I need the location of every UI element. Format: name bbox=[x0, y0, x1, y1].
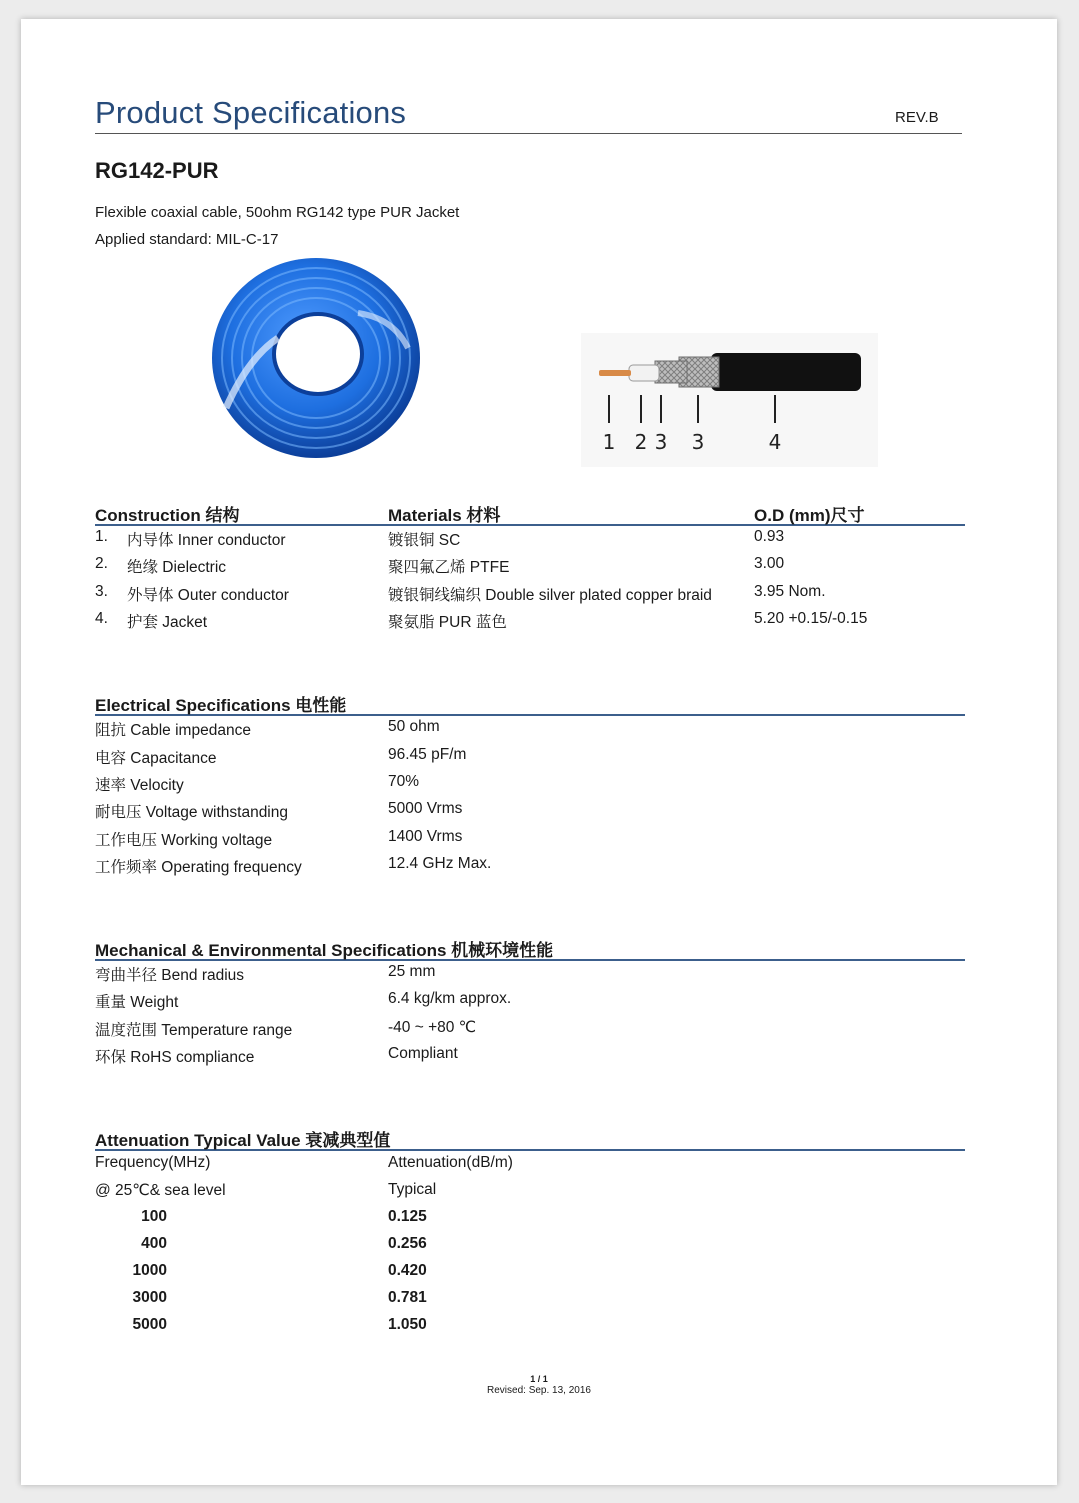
spec-value: -40 ~ +80 ℃ bbox=[388, 1019, 477, 1036]
od-col-header: O.D (mm)尺寸 bbox=[754, 506, 865, 525]
product-model: RG142-PUR bbox=[95, 158, 219, 183]
table-row bbox=[95, 828, 965, 852]
spec-label: 阻抗 Cable impedance bbox=[95, 722, 251, 739]
construction-material: 聚氨脂 PUR 蓝色 bbox=[388, 614, 507, 631]
frequency-value: 1000 bbox=[132, 1262, 167, 1279]
construction-header bbox=[95, 501, 965, 526]
table-row bbox=[95, 1235, 965, 1259]
table-row bbox=[95, 1018, 965, 1042]
frequency-value: 5000 bbox=[132, 1316, 167, 1333]
spec-label: 耐电压 Voltage withstanding bbox=[95, 804, 288, 821]
spec-value: 5000 Vrms bbox=[388, 800, 463, 817]
diagram-label-4: 4 bbox=[768, 430, 782, 454]
cable-structure-diagram bbox=[581, 333, 878, 467]
table-row bbox=[95, 1289, 965, 1313]
table-row bbox=[95, 855, 965, 879]
spec-label: 弯曲半径 Bend radius bbox=[95, 967, 245, 984]
spec-value: 25 mm bbox=[388, 963, 436, 980]
table-row bbox=[95, 1181, 965, 1205]
diagram-label-1: 1 bbox=[602, 430, 616, 454]
attenuation-value: 1.050 bbox=[388, 1316, 427, 1333]
revision-label: REV.B bbox=[895, 109, 939, 126]
construction-material: 镀银铜线编织 Double silver plated copper braid bbox=[388, 587, 712, 604]
table-row bbox=[95, 1208, 965, 1232]
spec-label: 工作频率 Operating frequency bbox=[95, 859, 302, 876]
spec-label: 速率 Velocity bbox=[95, 777, 184, 794]
document-page bbox=[21, 19, 1057, 1485]
table-row bbox=[95, 800, 965, 824]
applied-standard: Applied standard: MIL-C-17 bbox=[95, 231, 279, 248]
typical-label: Typical bbox=[388, 1181, 437, 1198]
frequency-value: 400 bbox=[141, 1235, 167, 1252]
materials-col-header: Materials 材料 bbox=[388, 506, 501, 525]
attenuation-header bbox=[95, 1126, 965, 1151]
revised-date: Revised: Sep. 13, 2016 bbox=[487, 1385, 591, 1396]
table-row bbox=[95, 583, 965, 607]
construction-material: 镀银铜 SC bbox=[388, 532, 461, 549]
attenuation-value: 0.781 bbox=[388, 1289, 427, 1306]
spec-label: 温度范围 Temperature range bbox=[95, 1022, 293, 1039]
attenuation-value: 0.256 bbox=[388, 1235, 427, 1252]
construction-od: 0.93 bbox=[754, 528, 785, 545]
spec-value: 96.45 pF/m bbox=[388, 746, 467, 763]
construction-col-header: Construction 结构 bbox=[95, 506, 240, 525]
table-row bbox=[95, 746, 965, 770]
spec-label: 环保 RoHS compliance bbox=[95, 1049, 255, 1066]
table-row bbox=[95, 1045, 965, 1069]
title-divider bbox=[95, 133, 962, 134]
diagram-label-2: 2 bbox=[634, 430, 648, 454]
table-row bbox=[95, 1262, 965, 1286]
construction-part: 护套 Jacket bbox=[127, 614, 208, 631]
spec-value: 50 ohm bbox=[388, 718, 440, 735]
table-row bbox=[95, 718, 965, 742]
table-row bbox=[95, 773, 965, 797]
mechanical-header bbox=[95, 936, 965, 961]
spec-label: 重量 Weight bbox=[95, 994, 179, 1011]
frequency-value: 3000 bbox=[132, 1289, 167, 1306]
table-row bbox=[95, 1316, 965, 1340]
spec-label: 电容 Capacitance bbox=[95, 750, 217, 767]
diagram-label-3b: 3 bbox=[691, 430, 705, 454]
mechanical-heading: Mechanical & Environmental Specifications 机械环境性能 bbox=[95, 941, 554, 960]
cable-coil-image bbox=[208, 258, 422, 468]
row-number: 4. bbox=[95, 610, 108, 627]
test-condition: @ 25℃& sea level bbox=[95, 1182, 226, 1199]
construction-part: 绝缘 Dielectric bbox=[127, 559, 227, 576]
attenuation-heading: Attenuation Typical Value 衰减典型值 bbox=[95, 1131, 391, 1150]
row-number: 3. bbox=[95, 583, 108, 600]
spec-value: Compliant bbox=[388, 1045, 458, 1062]
row-number: 2. bbox=[95, 555, 108, 572]
table-row bbox=[95, 610, 965, 634]
attenuation-value: 0.420 bbox=[388, 1262, 427, 1279]
construction-part: 内导体 Inner conductor bbox=[127, 532, 286, 549]
spec-value: 1400 Vrms bbox=[388, 828, 463, 845]
spec-value: 6.4 kg/km approx. bbox=[388, 990, 512, 1007]
frequency-value: 100 bbox=[141, 1208, 167, 1225]
page-number: 1 / 1 bbox=[530, 1374, 548, 1384]
construction-od: 3.95 Nom. bbox=[754, 583, 826, 600]
electrical-heading: Electrical Specifications 电性能 bbox=[95, 696, 347, 715]
frequency-col-header: Frequency(MHz) bbox=[95, 1154, 211, 1171]
construction-part: 外导体 Outer conductor bbox=[127, 587, 289, 604]
construction-od: 5.20 +0.15/-0.15 bbox=[754, 610, 868, 627]
table-row bbox=[95, 1154, 965, 1178]
product-description: Flexible coaxial cable, 50ohm RG142 type PUR Jacket bbox=[95, 204, 460, 221]
table-row bbox=[95, 963, 965, 987]
attenuation-value: 0.125 bbox=[388, 1208, 427, 1225]
table-row bbox=[95, 555, 965, 579]
construction-material: 聚四氟乙烯 PTFE bbox=[388, 559, 510, 576]
spec-value: 12.4 GHz Max. bbox=[388, 855, 492, 872]
row-number: 1. bbox=[95, 528, 108, 545]
electrical-header bbox=[95, 691, 965, 716]
table-row bbox=[95, 990, 965, 1014]
diagram-label-3a: 3 bbox=[654, 430, 668, 454]
attenuation-col-header: Attenuation(dB/m) bbox=[388, 1154, 513, 1171]
page-title: Product Specifications bbox=[95, 95, 407, 130]
table-row bbox=[95, 528, 965, 552]
spec-label: 工作电压 Working voltage bbox=[95, 832, 273, 849]
spec-value: 70% bbox=[388, 773, 420, 790]
construction-od: 3.00 bbox=[754, 555, 785, 572]
